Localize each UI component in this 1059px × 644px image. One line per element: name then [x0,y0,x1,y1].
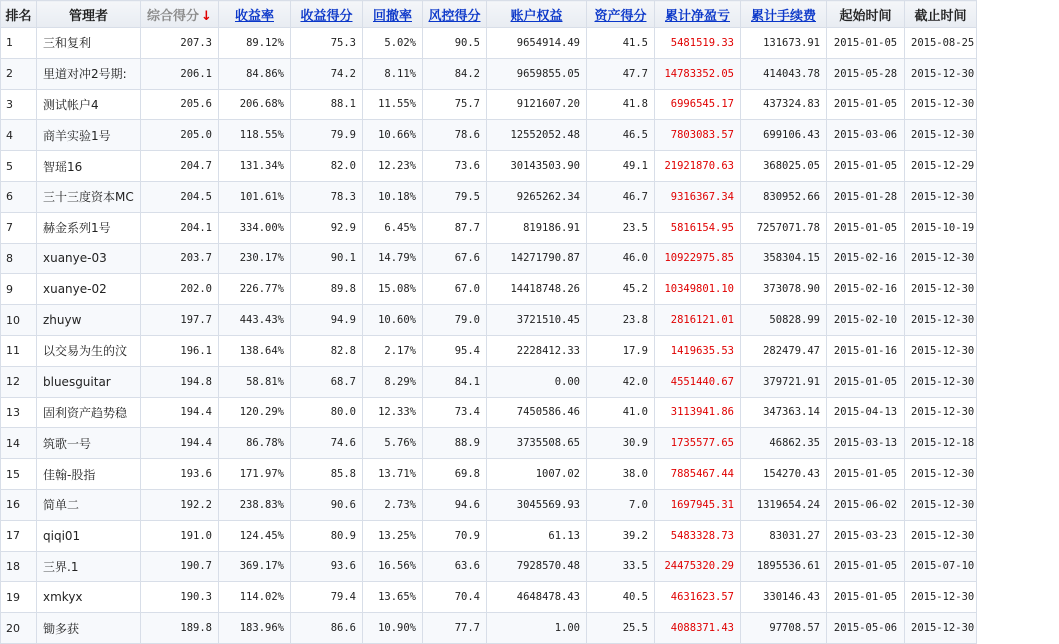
table-cell-end-date: 2015-12-30 [905,397,977,428]
table-cell-asset-score: 46.7 [587,181,655,212]
table-cell-manager: xuanye-03 [37,243,141,274]
table-cell-equity: 7450586.46 [487,397,587,428]
table-cell-manager: 简单二 [37,489,141,520]
table-cell-composite-score: 204.5 [141,181,219,212]
table-cell-start-date: 2015-01-05 [827,89,905,120]
table-cell-risk-score: 84.2 [423,58,487,89]
table-cell-risk-score: 87.7 [423,212,487,243]
table-cell-start-date: 2015-03-23 [827,520,905,551]
table-cell-drawdown: 5.02% [363,28,423,59]
table-cell-net-profit: 4551440.67 [655,366,741,397]
table-cell-end-date: 2015-12-30 [905,613,977,644]
table-row [1,335,1059,366]
table-cell-drawdown: 13.71% [363,459,423,490]
table-cell-return-rate: 183.96% [219,613,291,644]
table-cell-rank: 20 [1,613,37,644]
table-cell-manager: qiqi01 [37,520,141,551]
table-cell-asset-score: 41.8 [587,89,655,120]
table-cell-risk-score: 90.5 [423,28,487,59]
table-cell-end-date: 2015-12-30 [905,89,977,120]
table-cell-asset-score: 46.0 [587,243,655,274]
table-cell-return-score: 79.9 [291,120,363,151]
table-cell-rank: 14 [1,428,37,459]
table-cell-equity: 9654914.49 [487,28,587,59]
table-cell-return-rate: 89.12% [219,28,291,59]
table-cell-end-date: 2015-12-30 [905,582,977,613]
table-cell-return-rate: 369.17% [219,551,291,582]
table-cell-risk-score: 73.4 [423,397,487,428]
table-row [1,520,1059,551]
table-cell-start-date: 2015-01-05 [827,212,905,243]
table-cell-end-date: 2015-12-29 [905,151,977,182]
header-drawdown[interactable]: 回撤率 [363,1,423,28]
table-cell-manager: 里道对冲2号期: [37,58,141,89]
table-cell-drawdown: 10.60% [363,305,423,336]
table-cell-fees: 414043.78 [741,58,827,89]
table-cell-equity: 9659855.05 [487,58,587,89]
table-cell-drawdown: 2.73% [363,489,423,520]
table-row [1,397,1059,428]
header-composite-score[interactable]: 综合得分 ↓ [141,1,219,28]
table-cell-equity: 2228412.33 [487,335,587,366]
table-cell-equity: 3045569.93 [487,489,587,520]
table-cell-start-date: 2015-01-05 [827,551,905,582]
table-cell-drawdown: 12.33% [363,397,423,428]
table-cell-composite-score: 203.7 [141,243,219,274]
table-cell-asset-score: 17.9 [587,335,655,366]
table-row [1,551,1059,582]
table-cell-composite-score: 196.1 [141,335,219,366]
header-manager: 管理者 [37,1,141,28]
table-cell-net-profit: 24475320.29 [655,551,741,582]
table-cell-return-score: 82.8 [291,335,363,366]
table-row [1,181,1059,212]
table-cell-composite-score: 206.1 [141,58,219,89]
table-cell-end-date: 2015-12-30 [905,366,977,397]
table-cell-equity: 1007.02 [487,459,587,490]
table-cell-equity: 9121607.20 [487,89,587,120]
table-cell-return-score: 82.0 [291,151,363,182]
table-cell-net-profit: 7803083.57 [655,120,741,151]
table-cell-rank: 19 [1,582,37,613]
table-cell-drawdown: 10.90% [363,613,423,644]
table-cell-risk-score: 69.8 [423,459,487,490]
table-cell-fees: 699106.43 [741,120,827,151]
table-row [1,120,1059,151]
header-rank: 排名 [1,1,37,28]
table-cell-net-profit: 4631623.57 [655,582,741,613]
table-cell-return-rate: 124.45% [219,520,291,551]
table-cell-return-rate: 120.29% [219,397,291,428]
table-cell-fees: 1895536.61 [741,551,827,582]
table-cell-start-date: 2015-02-10 [827,305,905,336]
table-cell-equity: 30143503.90 [487,151,587,182]
header-row [1,1,1059,28]
table-cell-composite-score: 204.7 [141,151,219,182]
table-cell-composite-score: 197.7 [141,305,219,336]
table-row [1,274,1059,305]
table-cell-risk-score: 79.0 [423,305,487,336]
table-row [1,305,1059,336]
table-cell-rank: 7 [1,212,37,243]
table-cell-manager: 商羊实验1号 [37,120,141,151]
table-cell-rank: 8 [1,243,37,274]
table-cell-risk-score: 78.6 [423,120,487,151]
table-cell-fees: 379721.91 [741,366,827,397]
table-cell-composite-score: 191.0 [141,520,219,551]
table-cell-return-score: 88.1 [291,89,363,120]
table-cell-risk-score: 73.6 [423,151,487,182]
table-cell-manager: 锄多获 [37,613,141,644]
table-cell-asset-score: 39.2 [587,520,655,551]
table-cell-fees: 347363.14 [741,397,827,428]
table-cell-fees: 131673.91 [741,28,827,59]
table-cell-risk-score: 67.6 [423,243,487,274]
table-cell-rank: 15 [1,459,37,490]
table-cell-asset-score: 23.5 [587,212,655,243]
table-cell-return-score: 94.9 [291,305,363,336]
table-cell-fees: 368025.05 [741,151,827,182]
table-cell-fees: 97708.57 [741,613,827,644]
table-cell-end-date: 2015-12-30 [905,520,977,551]
table-cell-rank: 2 [1,58,37,89]
table-cell-composite-score: 205.6 [141,89,219,120]
table-cell-manager: 三界.1 [37,551,141,582]
table-cell-start-date: 2015-03-13 [827,428,905,459]
table-cell-start-date: 2015-01-05 [827,151,905,182]
table-cell-drawdown: 10.18% [363,181,423,212]
table-cell-rank: 18 [1,551,37,582]
table-cell-return-rate: 118.55% [219,120,291,151]
table-cell-risk-score: 70.9 [423,520,487,551]
table-cell-rank: 16 [1,489,37,520]
table-row [1,243,1059,274]
table-cell-return-rate: 230.17% [219,243,291,274]
table-cell-net-profit: 9316367.34 [655,181,741,212]
table-cell-return-score: 78.3 [291,181,363,212]
table-cell-equity: 14271790.87 [487,243,587,274]
table-row [1,58,1059,89]
table-cell-end-date: 2015-12-30 [905,181,977,212]
table-cell-rank: 6 [1,181,37,212]
table-cell-asset-score: 41.0 [587,397,655,428]
table-cell-rank: 12 [1,366,37,397]
table-cell-return-score: 74.6 [291,428,363,459]
table-cell-fees: 154270.43 [741,459,827,490]
table-cell-composite-score: 192.2 [141,489,219,520]
table-cell-risk-score: 67.0 [423,274,487,305]
table-cell-composite-score: 190.3 [141,582,219,613]
table-cell-risk-score: 79.5 [423,181,487,212]
table-cell-start-date: 2015-02-16 [827,243,905,274]
table-cell-composite-score: 204.1 [141,212,219,243]
table-cell-asset-score: 38.0 [587,459,655,490]
table-cell-net-profit: 1735577.65 [655,428,741,459]
table-cell-net-profit: 10349801.10 [655,274,741,305]
table-cell-drawdown: 6.45% [363,212,423,243]
table-cell-end-date: 2015-12-30 [905,459,977,490]
table-row [1,613,1059,644]
table-cell-risk-score: 77.7 [423,613,487,644]
table-cell-start-date: 2015-03-06 [827,120,905,151]
table-cell-manager: 三十三度资本MC [37,181,141,212]
table-cell-composite-score: 194.8 [141,366,219,397]
table-cell-return-rate: 443.43% [219,305,291,336]
header-fees[interactable]: 累计手续费 [741,1,827,28]
table-cell-asset-score: 47.7 [587,58,655,89]
table-cell-equity: 0.00 [487,366,587,397]
table-cell-drawdown: 14.79% [363,243,423,274]
table-cell-equity: 61.13 [487,520,587,551]
table-cell-composite-score: 193.6 [141,459,219,490]
table-cell-manager: bluesguitar [37,366,141,397]
table-cell-start-date: 2015-01-05 [827,366,905,397]
table-cell-drawdown: 16.56% [363,551,423,582]
table-cell-composite-score: 202.0 [141,274,219,305]
table-cell-return-score: 68.7 [291,366,363,397]
table-cell-net-profit: 5483328.73 [655,520,741,551]
table-cell-return-rate: 334.00% [219,212,291,243]
table-cell-composite-score: 194.4 [141,397,219,428]
table-cell-net-profit: 2816121.01 [655,305,741,336]
table-cell-start-date: 2015-06-02 [827,489,905,520]
table-cell-start-date: 2015-01-05 [827,582,905,613]
table-cell-manager: 赫金系列1号 [37,212,141,243]
table-cell-fees: 437324.83 [741,89,827,120]
table-cell-rank: 5 [1,151,37,182]
table-cell-drawdown: 15.08% [363,274,423,305]
table-cell-drawdown: 8.29% [363,366,423,397]
table-cell-end-date: 2015-12-30 [905,335,977,366]
table-cell-drawdown: 13.65% [363,582,423,613]
table-cell-end-date: 2015-10-19 [905,212,977,243]
table-cell-return-score: 80.9 [291,520,363,551]
table-cell-equity: 1.00 [487,613,587,644]
table-cell-net-profit: 21921870.63 [655,151,741,182]
table-cell-net-profit: 5816154.95 [655,212,741,243]
table-row [1,28,1059,59]
table-cell-return-score: 75.3 [291,28,363,59]
table-cell-end-date: 2015-12-30 [905,305,977,336]
header-risk-score[interactable]: 风控得分 [423,1,487,28]
table-cell-return-rate: 84.86% [219,58,291,89]
table-cell-end-date: 2015-08-25 [905,28,977,59]
table-cell-asset-score: 41.5 [587,28,655,59]
table-cell-net-profit: 3113941.86 [655,397,741,428]
table-cell-asset-score: 33.5 [587,551,655,582]
table-cell-rank: 4 [1,120,37,151]
table-cell-net-profit: 5481519.33 [655,28,741,59]
table-cell-risk-score: 84.1 [423,366,487,397]
table-cell-asset-score: 7.0 [587,489,655,520]
table-cell-rank: 9 [1,274,37,305]
table-cell-asset-score: 25.5 [587,613,655,644]
table-cell-end-date: 2015-12-30 [905,274,977,305]
table-cell-fees: 358304.15 [741,243,827,274]
table-cell-start-date: 2015-02-16 [827,274,905,305]
table-cell-return-score: 89.8 [291,274,363,305]
table-cell-return-score: 79.4 [291,582,363,613]
table-cell-fees: 330146.43 [741,582,827,613]
table-cell-fees: 282479.47 [741,335,827,366]
header-start-date: 起始时间 [827,1,905,28]
table-cell-risk-score: 95.4 [423,335,487,366]
table-cell-net-profit: 6996545.17 [655,89,741,120]
header-return-score[interactable]: 收益得分 [291,1,363,28]
table-cell-rank: 10 [1,305,37,336]
table-cell-equity: 9265262.34 [487,181,587,212]
table-cell-net-profit: 1419635.53 [655,335,741,366]
table-cell-composite-score: 189.8 [141,613,219,644]
table-row [1,582,1059,613]
table-row [1,151,1059,182]
table-cell-return-rate: 206.68% [219,89,291,120]
table-cell-end-date: 2015-12-30 [905,120,977,151]
table-cell-equity: 14418748.26 [487,274,587,305]
table-cell-asset-score: 46.5 [587,120,655,151]
table-row [1,89,1059,120]
table-cell-return-score: 80.0 [291,397,363,428]
table-cell-asset-score: 42.0 [587,366,655,397]
table-cell-start-date: 2015-01-28 [827,181,905,212]
table-cell-drawdown: 10.66% [363,120,423,151]
table-cell-asset-score: 30.9 [587,428,655,459]
table-cell-fees: 7257071.78 [741,212,827,243]
table-cell-start-date: 2015-04-13 [827,397,905,428]
table-cell-end-date: 2015-12-30 [905,489,977,520]
table-row [1,366,1059,397]
table-cell-manager: 智瑶16 [37,151,141,182]
table-cell-manager: 佳翰-股指 [37,459,141,490]
table-cell-asset-score: 49.1 [587,151,655,182]
table-cell-net-profit: 1697945.31 [655,489,741,520]
table-cell-asset-score: 23.8 [587,305,655,336]
table-cell-return-score: 90.6 [291,489,363,520]
table-cell-manager: 以交易为生的汶 [37,335,141,366]
table-cell-return-rate: 226.77% [219,274,291,305]
table-cell-start-date: 2015-05-06 [827,613,905,644]
table-cell-composite-score: 205.0 [141,120,219,151]
table-cell-return-score: 85.8 [291,459,363,490]
table-cell-fees: 1319654.24 [741,489,827,520]
table-cell-drawdown: 11.55% [363,89,423,120]
table-cell-risk-score: 63.6 [423,551,487,582]
table-cell-manager: 固利资产趋势稳 [37,397,141,428]
table-cell-fees: 46862.35 [741,428,827,459]
table-cell-drawdown: 5.76% [363,428,423,459]
table-cell-manager: xuanye-02 [37,274,141,305]
table-cell-composite-score: 190.7 [141,551,219,582]
header-equity[interactable]: 账户权益 [487,1,587,28]
table-cell-rank: 3 [1,89,37,120]
table-cell-rank: 1 [1,28,37,59]
table-cell-risk-score: 70.4 [423,582,487,613]
table-cell-fees: 83031.27 [741,520,827,551]
header-end-date: 截止时间 [905,1,977,28]
table-cell-fees: 50828.99 [741,305,827,336]
table-cell-net-profit: 14783352.05 [655,58,741,89]
header-net-profit[interactable]: 累计净盈亏 [655,1,741,28]
table-cell-manager: xmkyx [37,582,141,613]
table-cell-composite-score: 194.4 [141,428,219,459]
table-cell-equity: 7928570.48 [487,551,587,582]
table-cell-return-score: 93.6 [291,551,363,582]
table-cell-equity: 4648478.43 [487,582,587,613]
table-cell-start-date: 2015-05-28 [827,58,905,89]
table-cell-return-rate: 131.34% [219,151,291,182]
table-cell-end-date: 2015-12-18 [905,428,977,459]
table-cell-equity: 3735508.65 [487,428,587,459]
table-cell-return-rate: 138.64% [219,335,291,366]
table-row [1,459,1059,490]
sort-down-arrow-icon: ↓ [201,8,212,24]
table-cell-end-date: 2015-07-10 [905,551,977,582]
table-row [1,212,1059,243]
table-cell-net-profit: 7885467.44 [655,459,741,490]
table-cell-equity: 12552052.48 [487,120,587,151]
table-cell-rank: 13 [1,397,37,428]
table-cell-return-score: 90.1 [291,243,363,274]
table-cell-start-date: 2015-01-16 [827,335,905,366]
table-cell-drawdown: 13.25% [363,520,423,551]
table-cell-risk-score: 88.9 [423,428,487,459]
table-cell-start-date: 2015-01-05 [827,459,905,490]
table-row [1,489,1059,520]
table-cell-fees: 830952.66 [741,181,827,212]
table-cell-return-rate: 114.02% [219,582,291,613]
header-asset-score[interactable]: 资产得分 [587,1,655,28]
table-cell-net-profit: 10922975.85 [655,243,741,274]
table-cell-rank: 11 [1,335,37,366]
header-return-rate[interactable]: 收益率 [219,1,291,28]
table-cell-asset-score: 45.2 [587,274,655,305]
table-row [1,428,1059,459]
table-cell-return-score: 74.2 [291,58,363,89]
table-cell-return-rate: 101.61% [219,181,291,212]
table-cell-start-date: 2015-01-05 [827,28,905,59]
table-cell-return-rate: 58.81% [219,366,291,397]
table-cell-return-score: 92.9 [291,212,363,243]
table-cell-fees: 373078.90 [741,274,827,305]
table-cell-return-rate: 86.78% [219,428,291,459]
table-cell-manager: 三和复利 [37,28,141,59]
table-cell-drawdown: 2.17% [363,335,423,366]
table-cell-return-rate: 238.83% [219,489,291,520]
table-cell-drawdown: 12.23% [363,151,423,182]
table-cell-equity: 819186.91 [487,212,587,243]
table-cell-return-score: 86.6 [291,613,363,644]
table-cell-drawdown: 8.11% [363,58,423,89]
table-cell-manager: 筑歌一号 [37,428,141,459]
table-cell-composite-score: 207.3 [141,28,219,59]
table-cell-net-profit: 4088371.43 [655,613,741,644]
table-cell-equity: 3721510.45 [487,305,587,336]
table-cell-return-rate: 171.97% [219,459,291,490]
table-cell-risk-score: 94.6 [423,489,487,520]
table-cell-asset-score: 40.5 [587,582,655,613]
table-cell-manager: zhuyw [37,305,141,336]
table-cell-manager: 测试帐户4 [37,89,141,120]
table-cell-end-date: 2015-12-30 [905,58,977,89]
table-cell-risk-score: 75.7 [423,89,487,120]
table-cell-rank: 17 [1,520,37,551]
table-cell-end-date: 2015-12-30 [905,243,977,274]
